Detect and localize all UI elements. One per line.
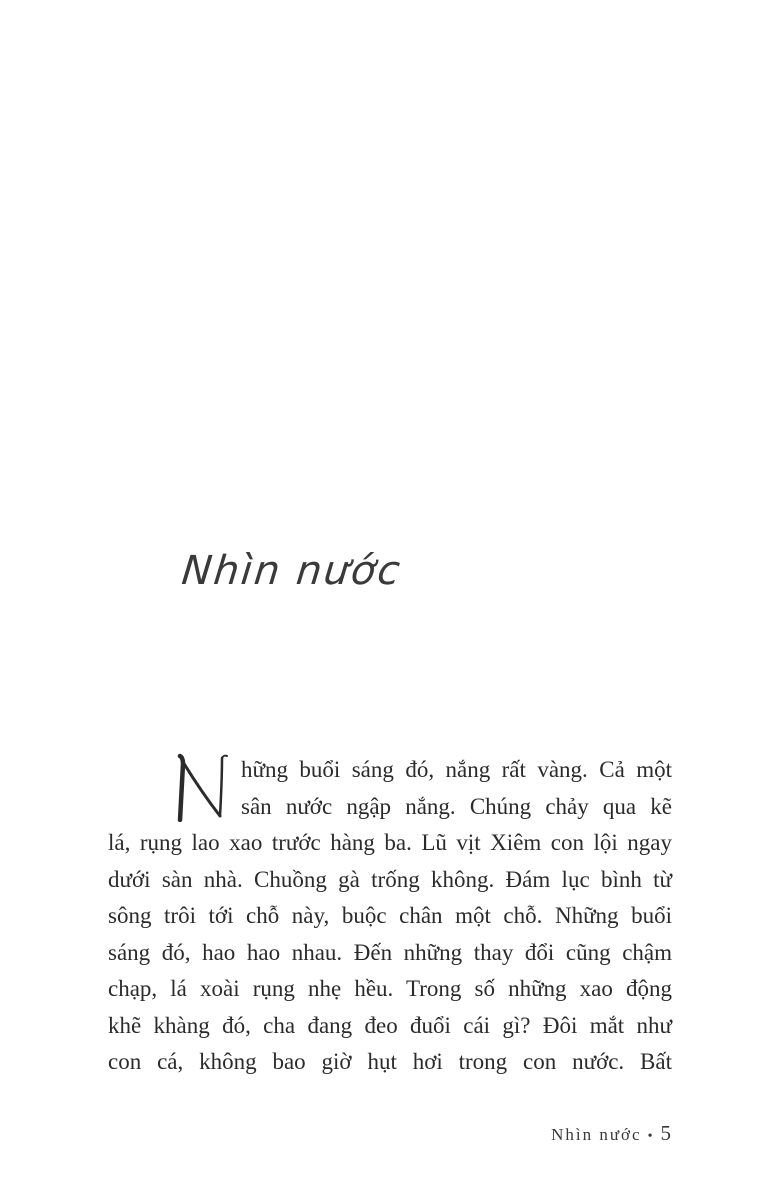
body-line-1: hững buổi sáng đó, nắng rất vàng. Cả một — [241, 757, 672, 782]
body-line-2: sân nước ngập nắng. Chúng chảy qua kẽ — [241, 793, 672, 819]
body-line-8: khẽ khàng đó, cha đang đeo đuổi cái gì? Đôi mắt như — [108, 1012, 672, 1038]
footer-running-title: Nhìn nước — [551, 1125, 642, 1144]
running-footer — [551, 1121, 671, 1146]
body-line-9: con cá, không bao giờ hụt hơi trong con nước. Bất — [108, 1049, 672, 1074]
body-line-4: dưới sàn nhà. Chuồng gà trống không. Đám lục bình từ — [108, 866, 672, 892]
body-line-5: sông trôi tới chỗ này, buộc chân một chỗ. Những buổi — [108, 903, 672, 928]
body-line-7: chạp, lá xoài rụng nhẹ hều. Trong số những xao động — [108, 976, 672, 1001]
body-paragraph — [108, 752, 672, 1081]
body-line-3: lá, rụng lao xao trước hàng ba. Lũ vịt Xiêm con lội ngay — [108, 830, 672, 855]
chapter-title: Nhìn nước — [179, 548, 405, 594]
page-number: 5 — [660, 1121, 671, 1145]
footer-separator: • — [647, 1129, 655, 1144]
body-line-6: sáng đó, hao hao nhau. Đến những thay đổi cũng chậm — [108, 939, 672, 965]
